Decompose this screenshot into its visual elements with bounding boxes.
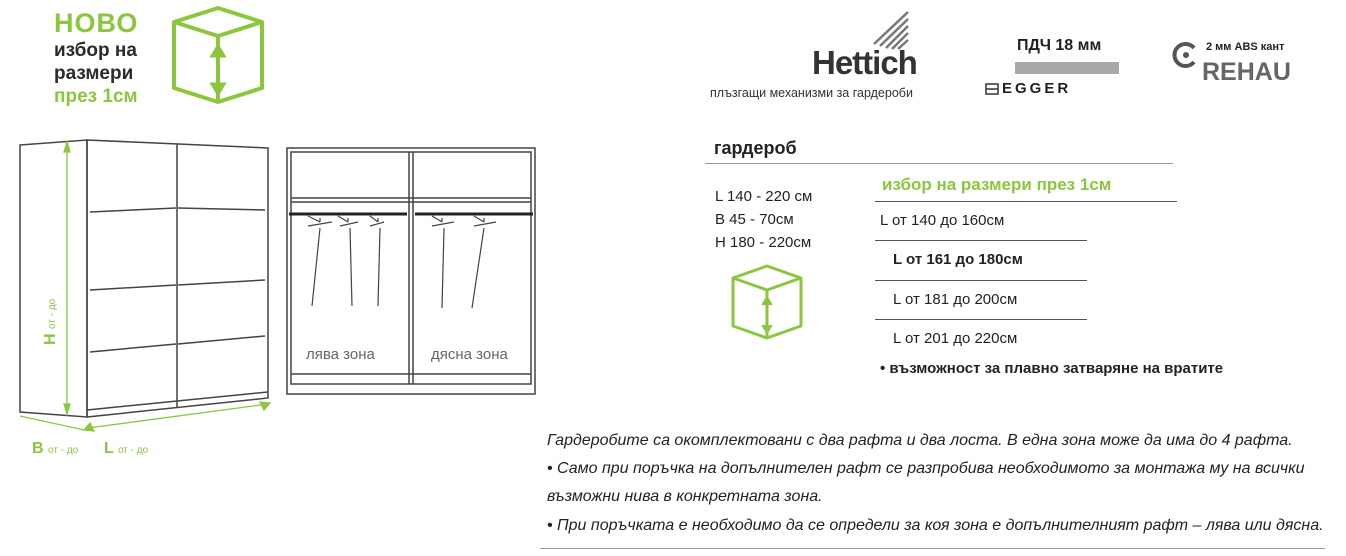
note-line-3: възможни нива в конкретната зона. (547, 488, 823, 505)
cube-arrow-icon (165, 2, 275, 110)
bottom-divider (540, 548, 1325, 549)
height-letter: H (42, 333, 59, 345)
options-divider-top (875, 201, 1177, 202)
hettich-caption: плъзгащи механизми за гардероби (710, 86, 913, 100)
promo-line-2: размери (54, 63, 134, 84)
right-zone-label: дясна зона (431, 346, 508, 363)
length-letter: L (104, 440, 114, 457)
option-divider-2 (875, 280, 1087, 281)
option-divider-3 (875, 319, 1087, 320)
rehau-caption: 2 мм ABS кант (1206, 41, 1285, 53)
option-row-2: L от 161 до 180см (893, 251, 1023, 268)
egger-bar (1015, 62, 1119, 74)
option-row-1: L от 140 до 160см (880, 212, 1005, 229)
option-row-3: L от 181 до 200см (893, 291, 1018, 308)
dimension-depth: B 45 - 70см (715, 211, 794, 228)
board-spec: ПДЧ 18 мм (1017, 37, 1102, 54)
section-title: гардероб (714, 138, 797, 158)
section-divider (705, 163, 1173, 164)
option-row-4: L от 201 до 220см (893, 330, 1018, 347)
length-range: от - до (117, 445, 149, 456)
note-line-4: • При поръчката е необходимо да се определи за коя зона е допълнителният рафт – лява или дясна. (547, 517, 1324, 534)
height-range: от - до (47, 298, 58, 329)
soft-close-note: • възможност за плавно затваряне на вратите (880, 360, 1224, 377)
options-title: избор на размери през 1см (882, 175, 1112, 194)
depth-range: от - до (48, 445, 79, 456)
depth-axis-label (32, 440, 78, 458)
left-zone-label: лява зона (306, 346, 375, 363)
promo-title: НОВО (54, 8, 139, 38)
dimension-length: L 140 - 220 см (715, 188, 813, 205)
hettich-logo: Hettich (812, 44, 917, 81)
length-axis-label (104, 440, 148, 458)
dimension-height: H 180 - 220см (715, 234, 812, 251)
egger-mark-icon (985, 82, 999, 96)
depth-letter: B (32, 440, 44, 457)
promo-line-3: през 1см (54, 86, 138, 107)
wardrobe-perspective-drawing (10, 130, 280, 440)
egger-logo: EGGER (1002, 80, 1072, 97)
note-line-1: Гардеробите са окомплектовани с два рафта и два лоста. В една зона може да има до 4 рафта. (547, 432, 1293, 449)
height-axis-label (42, 299, 60, 345)
small-cube-icon (728, 262, 806, 342)
option-divider-1 (875, 240, 1087, 241)
rehau-logo: REHAU (1202, 58, 1291, 86)
promo-line-1: избор на (54, 40, 137, 61)
rehau-logo-icon (1170, 40, 1200, 70)
note-line-2: • Само при поръчка на допълнителен рафт се разпробива необходимото за монтажа му на всички (547, 460, 1305, 477)
